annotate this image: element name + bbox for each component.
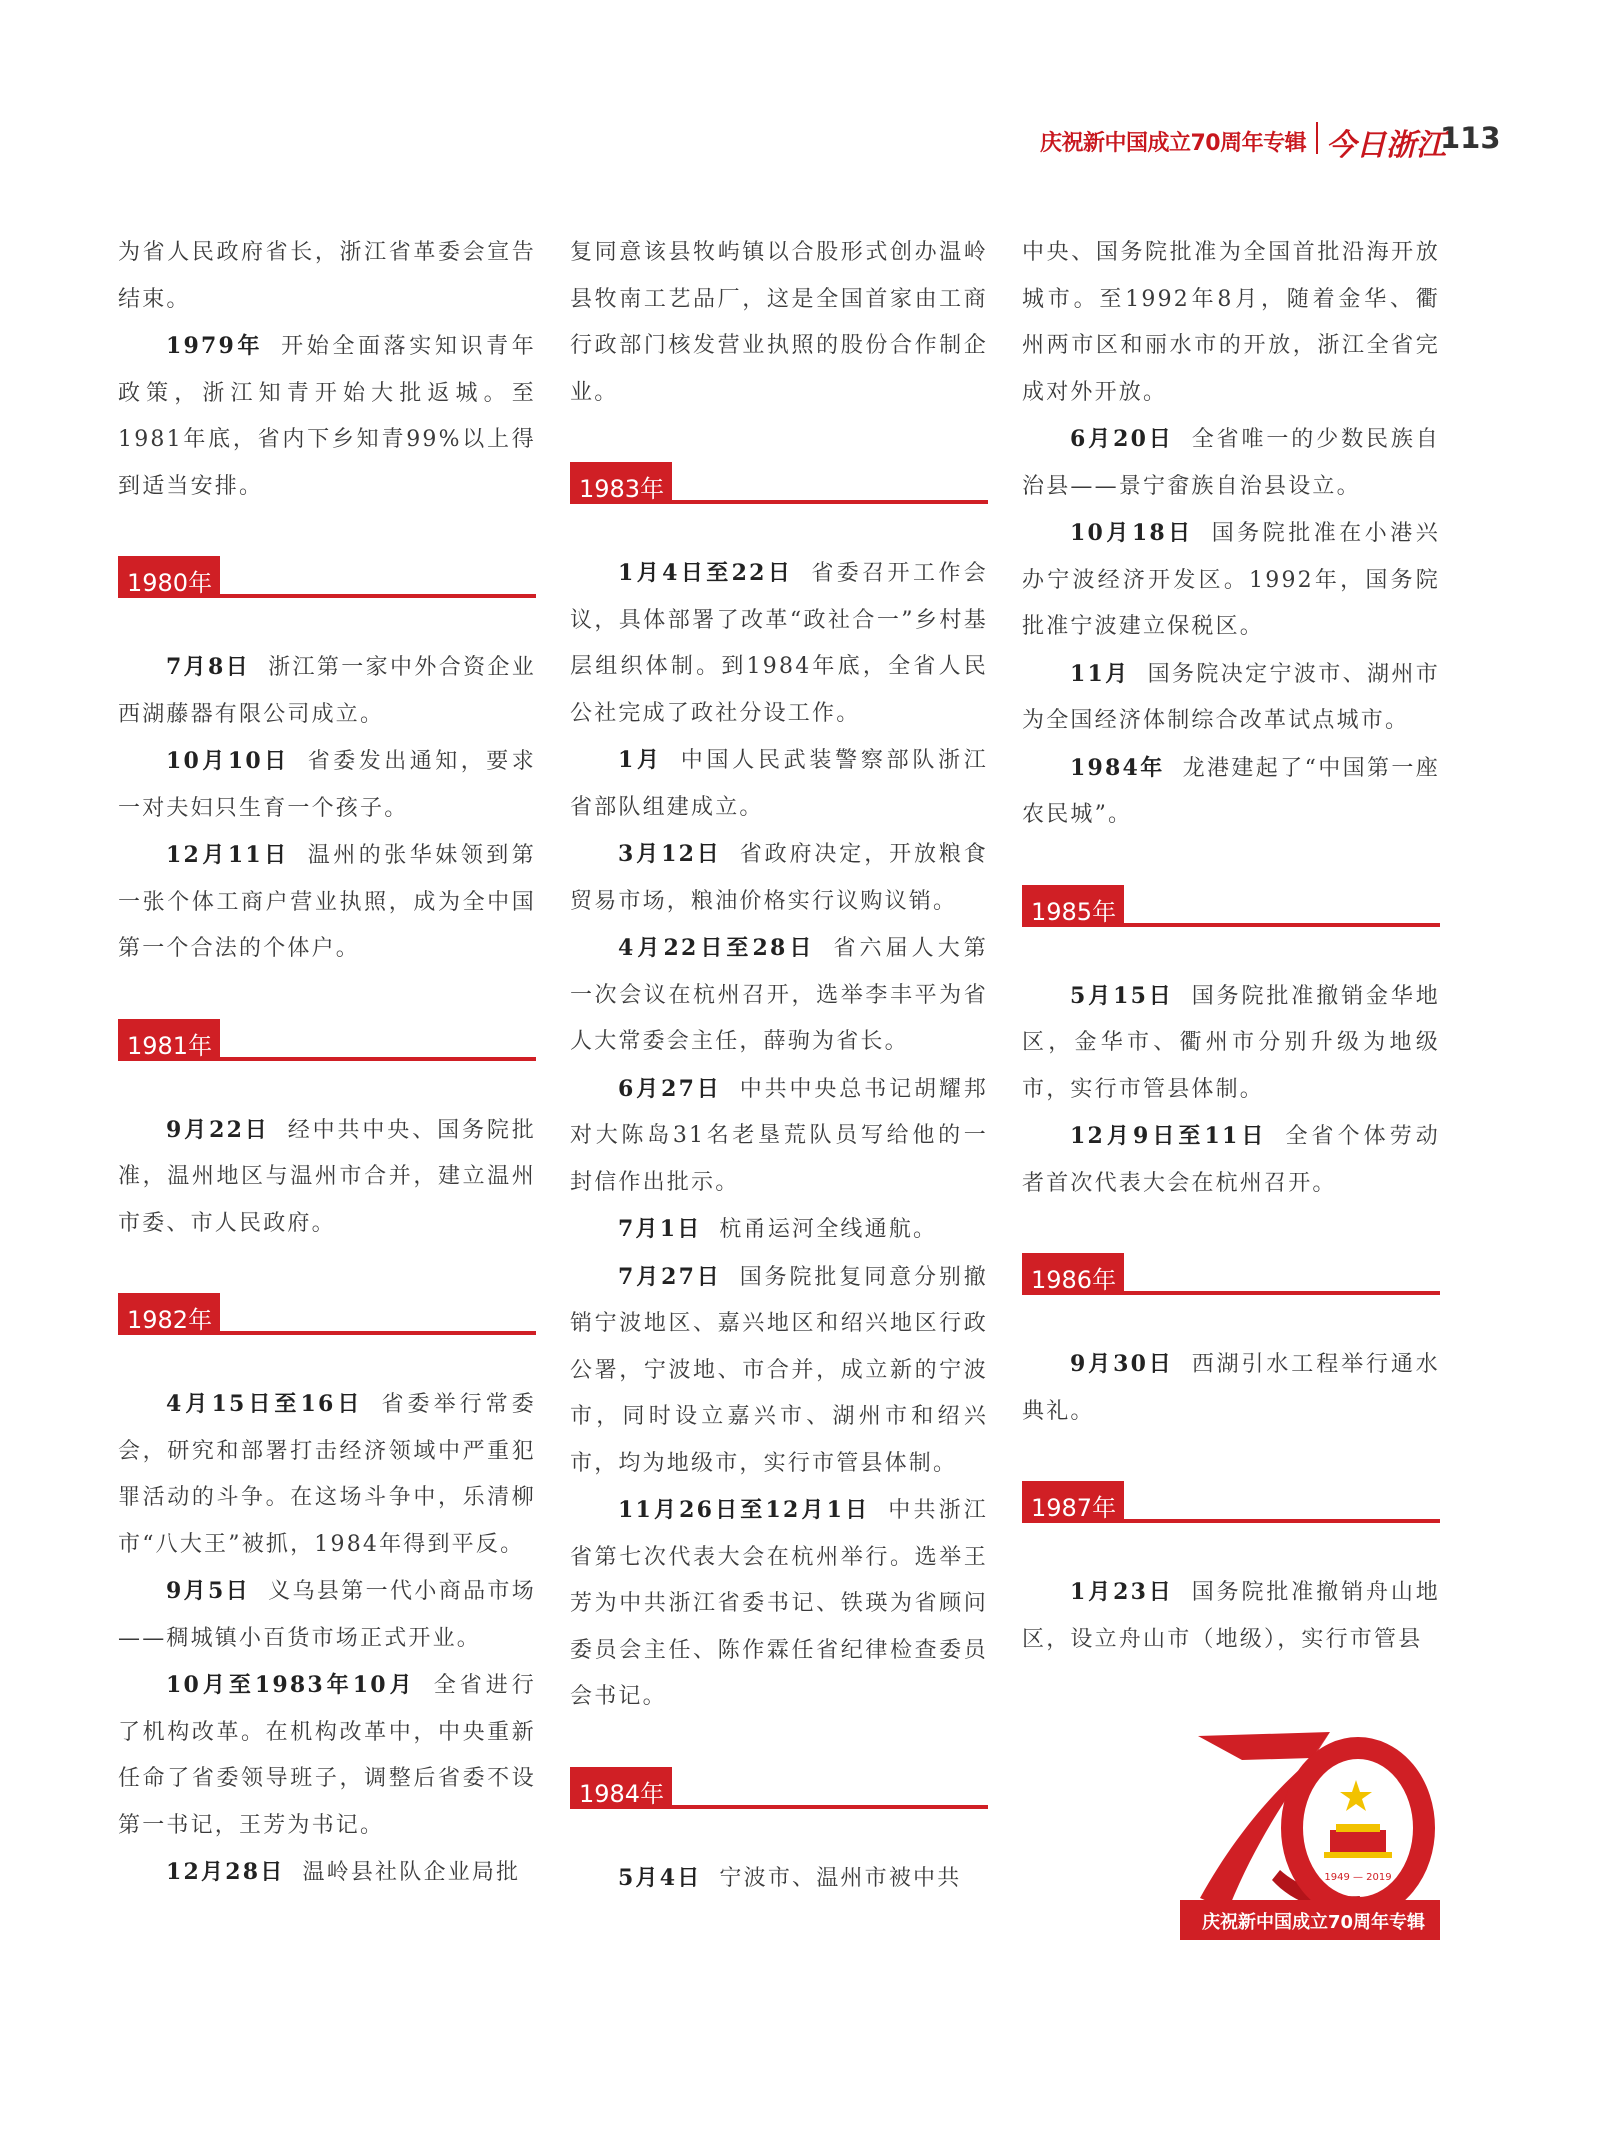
entry-date: 1979年 (166, 333, 264, 359)
entry: 12月9日至11日 全省个体劳动者首次代表大会在杭州召开。 (1022, 1123, 1440, 1196)
page-header (1040, 118, 1501, 163)
entry: 7月1日 杭甬运河全线通航。 (618, 1216, 938, 1242)
emblem-years: 1949 — 2019 (1324, 1872, 1392, 1883)
year-label: 1981年 (127, 1031, 213, 1060)
year-rule (220, 1057, 536, 1061)
entry-date: 7月27日 (618, 1263, 722, 1290)
entry: 9月5日 义乌县第一代小商品市场——稠城镇小百货市场正式开业。 (118, 1578, 537, 1651)
entry-date: 10月至1983年10月 (166, 1672, 416, 1698)
year-header (118, 1293, 536, 1337)
year-rule (220, 1331, 536, 1335)
paragraph: 为省人民政府省长，浙江省革委会宣告结束。 (118, 240, 536, 312)
year-label: 1984年 (579, 1779, 665, 1808)
year-rule (1124, 923, 1440, 927)
entry: 10月10日 省委发出通知，要求一对夫妇只生育一个孩子。 (118, 748, 536, 821)
entry: 11月 国务院决定宁波市、湖州市为全国经济体制综合改革试点城市。 (1022, 660, 1441, 733)
entry-date: 12月9日至11日 (1070, 1123, 1268, 1149)
year-rule (1124, 1519, 1440, 1523)
column-2 (570, 230, 988, 1902)
header-title: 庆祝新中国成立70周年专辑 (1040, 131, 1307, 156)
entry-date: 4月22日至28日 (618, 935, 816, 961)
entry: 10月18日 国务院批准在小港兴办宁波经济开发区。1992年，国务院批准宁波建立保税区。 (1022, 520, 1440, 639)
entry-date: 1月23日 (1070, 1579, 1174, 1605)
entry: 11月26日至12月1日 中共浙江省第七次代表大会在杭州举行。选举王芳为中共浙江省委书记、铁瑛为省顾问委员会主任、陈作霖任省纪律检查委员会书记。 (570, 1497, 988, 1709)
entry: 4月22日至28日 省六届人大第一次会议在杭州召开，选举李丰平为省人大常委会主任，薛驹为省长。 (570, 935, 988, 1054)
entry-date: 10月10日 (166, 748, 290, 774)
entry: 10月至1983年10月 全省进行了机构改革。在机构改革中，中央重新任命了省委领导班子，调整后省委不设第一书记，王芳为书记。 (118, 1672, 536, 1838)
entry-date: 5月15日 (1070, 982, 1174, 1009)
year-rule (220, 594, 536, 598)
column-3 (1022, 230, 1440, 1663)
entry-date: 4月15日至16日 (166, 1391, 364, 1417)
entry: 7月8日 浙江第一家中外合资企业西湖藤器有限公司成立。 (118, 654, 537, 727)
year-header (570, 462, 988, 506)
year-label: 1980年 (127, 569, 213, 597)
entry-date: 9月5日 (166, 1578, 251, 1604)
entry: 9月30日 西湖引水工程举行通水典礼。 (1022, 1351, 1440, 1424)
anniversary-70-emblem-icon (1180, 1720, 1440, 1920)
entry: 6月20日 全省唯一的少数民族自治县——景宁畲族自治县设立。 (1022, 426, 1440, 499)
year-rule (672, 1805, 988, 1809)
entry-date: 5月4日 (618, 1864, 702, 1891)
entry-date: 6月20日 (1070, 426, 1174, 452)
column-1 (118, 230, 536, 1897)
entry-date: 12月11日 (166, 842, 290, 868)
paragraph: 复同意该县牧屿镇以合股形式创办温岭县牧南工艺品厂，这是全国首家由工商行政部门核发营业执照的股份合作制企业。 (570, 240, 988, 405)
entry-date: 12月28日 (166, 1859, 285, 1885)
year-header (570, 1767, 988, 1811)
year-label: 1982年 (127, 1306, 213, 1334)
entry: 4月15日至16日 省委举行常委会，研究和部署打击经济领域中严重犯罪活动的斗争。在这场斗争中，乐清柳市“八大王”被抓，1984年得到平反。 (118, 1391, 536, 1557)
entry-date: 7月8日 (166, 654, 251, 680)
entry: 6月27日 中共中央总书记胡耀邦对大陈岛31名老垦荒队员写给他的一封信作出批示。 (570, 1075, 988, 1195)
entry: 1月23日 国务院批准撤销舟山地区，设立舟山市（地级），实行市管县 (1022, 1579, 1440, 1652)
year-header (1022, 1481, 1440, 1525)
magazine-logo: 今日浙江 (1326, 128, 1446, 163)
entry: 12月28日 温岭县社队企业局批 (166, 1859, 521, 1885)
header-divider (1316, 122, 1318, 154)
entry: 9月22日 经中共中央、国务院批准，温州地区与温州市合并，建立温州市委、市人民政府。 (118, 1116, 536, 1236)
year-rule (1124, 1291, 1440, 1295)
entry: 7月27日 国务院批复同意分别撤销宁波地区、嘉兴地区和绍兴地区行政公署，宁波地、市合并，成立新的宁波市，同时设立嘉兴市、湖州市和绍兴市，均为地级市，实行市管县体制。 (570, 1263, 988, 1476)
year-label: 1985年 (1031, 897, 1117, 926)
entry-date: 1月 (618, 747, 663, 773)
entry: 5月15日 国务院批准撤销金华地区，金华市、衢州市分别升级为地级市，实行市管县体制。 (1022, 982, 1440, 1102)
year-header (118, 1019, 536, 1063)
entry: 1月4日至22日 省委召开工作会议，具体部署了改革“政社合一”乡村基层组织体制。到1984年底，全省人民公社完成了政社分设工作。 (570, 560, 988, 726)
entry-date: 6月27日 (618, 1075, 722, 1102)
year-rule (672, 500, 988, 504)
entry: 3月12日 省政府决定，开放粮食贸易市场，粮油价格实行议购议销。 (570, 841, 988, 914)
year-header (1022, 885, 1440, 929)
year-label: 1986年 (1031, 1266, 1117, 1294)
anniversary-badge (1180, 1900, 1440, 1940)
badge-text: 庆祝新中国成立70周年专辑 (1202, 1912, 1426, 1933)
entry-date: 7月1日 (618, 1216, 702, 1242)
entry-date: 10月18日 (1070, 520, 1194, 546)
entry: 1月 中国人民武装警察部队浙江省部队组建成立。 (570, 747, 988, 820)
entry: 12月11日 温州的张华妹领到第一张个体工商户营业执照，成为全中国第一个合法的个体户。 (118, 842, 536, 961)
year-label: 1987年 (1031, 1494, 1117, 1522)
year-header (118, 556, 536, 600)
paragraph: 中央、国务院批准为全国首批沿海开放城市。至1992年8月，随着金华、衢州两市区和丽水市的开放，浙江全省完成对外开放。 (1022, 240, 1440, 405)
year-header (1022, 1253, 1440, 1297)
entry-date: 1984年 (1070, 754, 1165, 781)
entry: 1979年 开始全面落实知识青年政策，浙江知青开始大批返城。至1981年底，省内下乡知青99%以上得到适当安排。 (118, 333, 536, 499)
entry-date: 1月4日至22日 (618, 560, 794, 586)
page-number: 113 (1440, 121, 1501, 155)
entry-date: 3月12日 (618, 841, 722, 867)
entry: 1984年 龙港建起了“中国第一座农民城”。 (1022, 754, 1440, 827)
entry-date: 9月30日 (1070, 1351, 1174, 1377)
entry: 5月4日 宁波市、温州市被中共 (618, 1864, 962, 1891)
year-label: 1983年 (579, 475, 665, 503)
entry-date: 9月22日 (166, 1116, 270, 1143)
entry-date: 11月 (1070, 660, 1130, 687)
entry-date: 11月26日至12月1日 (618, 1497, 871, 1523)
